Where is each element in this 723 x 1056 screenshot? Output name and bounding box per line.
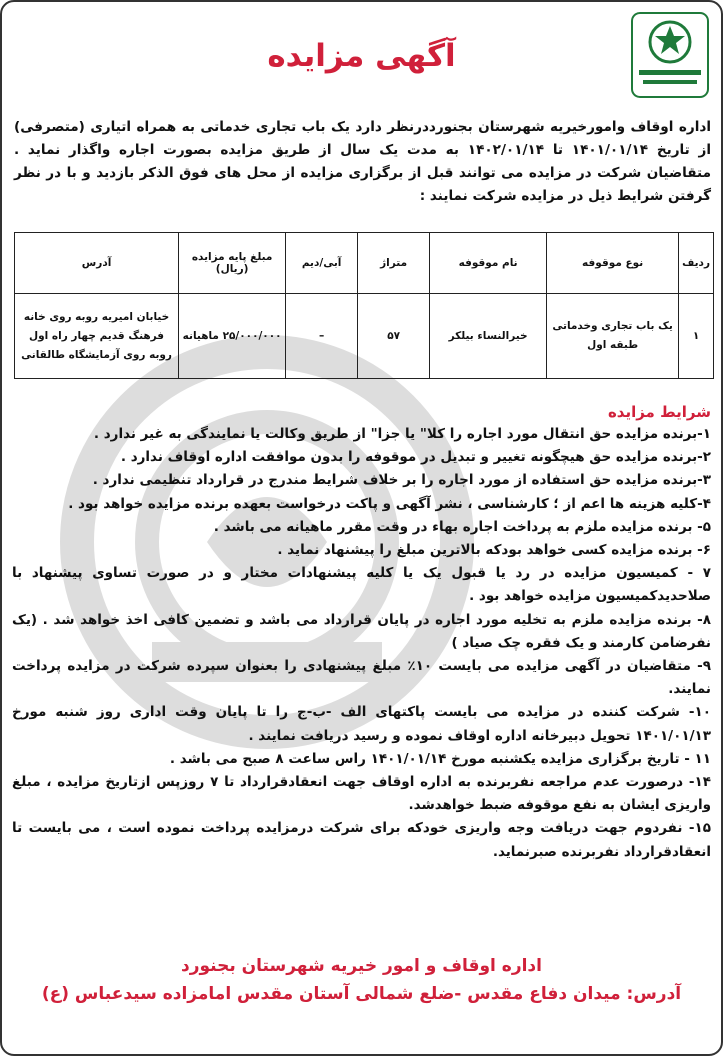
footer-organization: اداره اوقاف و امور خیریه شهرستان بجنورد — [180, 956, 542, 976]
header-name: نام موقوفه — [430, 233, 547, 294]
condition-item: ۵- برنده مزایده ملزم به پرداخت اجاره بهاء در وقت مقرر ماهیانه می باشد . — [213, 518, 711, 535]
header-area: متراژ — [358, 233, 430, 294]
cell-water: – — [286, 294, 358, 379]
cell-name: خیرالنساء بیلکر — [430, 294, 547, 379]
cell-area: ۵۷ — [358, 294, 430, 379]
cell-type: یک باب تجاری وخدماتی طبقه اول — [547, 294, 679, 379]
page-title: آگهی مزایده — [267, 38, 456, 74]
cell-price: ۲۵/۰۰۰/۰۰۰ ماهیانه — [179, 294, 286, 379]
property-table — [14, 232, 714, 379]
footer-address: آدرس: میدان دفاع مقدس -ضلع شمالی آستان مقدس امامزاده سیدعباس (ع) — [41, 984, 682, 1004]
cell-address: خیابان امیریه روبه روی خانه فرهنگ قدیم چهار راه اول روبه روی آزمایشگاه طالقانی — [15, 294, 179, 379]
condition-item: ۱۰- شرکت کننده در مزایده می بایست پاکتهای الف -ب-ج را تا پایان وقت اداری روز شنبه مورخ ۱۴۰۱/۰۱/۱۳ تحویل دبیرخانه اداره اوقاف نموده و رسید دریافت نمایند . — [12, 704, 711, 744]
header-water: آبی/دیم — [286, 233, 358, 294]
condition-item: ۹- متقاضیان در آگهی مزایده می بایست ۱۰٪ مبلغ پیشنهادی را بعنوان سپرده شرکت در مزایده پرداخت نمایند. — [12, 658, 712, 698]
footer — [2, 952, 721, 1008]
condition-item: ۶- برنده مزایده کسی خواهد بودکه بالاترین مبلغ را پیشنهاد نماید . — [277, 542, 711, 559]
condition-item: ۳-برنده مزایده حق استفاده از مورد اجاره را بر خلاف شرایط مندرج در قرارداد تنظیمی ندارد . — [92, 472, 711, 489]
table-header-row — [15, 233, 714, 294]
conditions-title: شرایط مزایده — [607, 403, 711, 421]
header-type: نوع موقوفه — [547, 233, 679, 294]
condition-item: ۷ - کمیسیون مزایده در رد یا قبول یک یا کلیه پیشنهادات مختار و در صورت تساوی پیشنهاد با صلاحدیدکمیسیون مزایده خواهد بود . — [12, 565, 711, 605]
conditions-section — [12, 403, 711, 864]
condition-item: ۲-برنده مزایده حق هیچگونه تغییر و تبدیل در موقوفه را بدون موافقت اداره اوقاف ندارد . — [120, 449, 711, 466]
header-address: آدرس — [15, 233, 179, 294]
cell-row-number: ۱ — [679, 294, 714, 379]
condition-item: ۱۴- درصورت عدم مراجعه نفربرنده به اداره اوقاف جهت انعقادقرارداد تا ۷ روزپس ازتاریخ مزایده ، مبلغ واریزی ایشان به نفع موقوفه ضبط خواهدشد. — [12, 774, 711, 814]
header-price: مبلغ پایه مزایده (ریال) — [179, 233, 286, 294]
intro-paragraph: اداره اوقاف وامورخیریه شهرستان بجنوردد‌رنظر دارد یک باب تجاری خدماتی به همراه اتیاری (متصرفی) از تاریخ ۱۴۰۱/۰۱/۱۴ تا ۱۴۰۲/۰۱/۱۴ به مدت یک سال از طریق مزایده بصورت اجاره واگذار نماید . متقاضیان شرکت در مزایده می توانند قبل از برگزاری مزایده از محل های فوق الذکر بازدید و با در نظر گرفتن شرایط ذیل در مزایده شرکت نمایند : — [14, 119, 711, 204]
condition-item: ۱۵- نفردوم جهت دریافت وجه واریزی خودکه برای شرکت درمزایده پرداخت نموده است ، می بایست تا انعقادقرارداد نفربرنده صبرنماید. — [12, 820, 711, 860]
condition-item: ۱۱ - تاریخ برگزاری مزایده یکشنبه مورخ ۱۴۰۱/۰۱/۱۴ راس ساعت ۸ صبح می باشد . — [169, 750, 711, 767]
condition-item: ۴-کلیه هزینه ها اعم از ؛ کارشناسی ، نشر آگهی و پاکت درخواست بعهده برنده مزایده خواهد بود . — [68, 495, 711, 512]
condition-item: ۸- برنده مزایده ملزم به تخلیه مورد اجاره در پایان قرارداد می باشد و تضمین کافی اخذ خواهد شد . (یک نفرضامن کارمند و یک فقره چک صیاد ) — [12, 611, 711, 651]
table-row — [15, 294, 714, 379]
header-row-number: ردیف — [679, 233, 714, 294]
condition-item: ۱-برنده مزایده حق انتقال مورد اجاره را کلا" یا جزا" از طریق وکالت یا نمایندگی به غیر ندارد . — [93, 426, 711, 442]
